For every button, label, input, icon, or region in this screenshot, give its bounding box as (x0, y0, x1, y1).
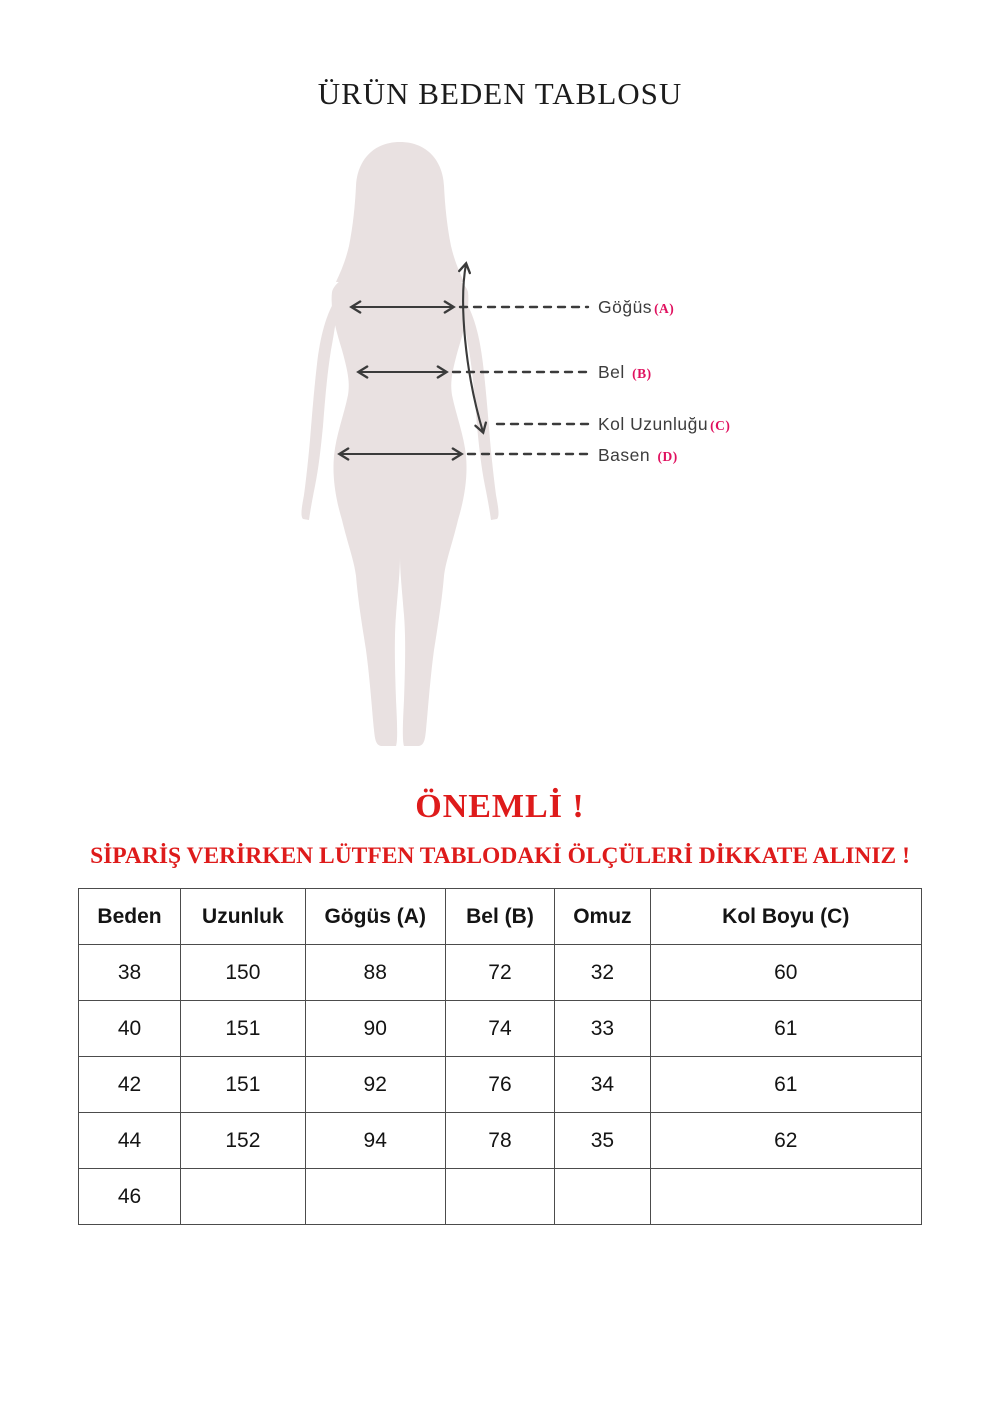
table-cell: 61 (650, 1057, 921, 1113)
table-row (79, 945, 922, 1001)
table-cell (555, 1169, 650, 1225)
torso-legs-silhouette (332, 240, 469, 746)
table-cell: 35 (555, 1113, 650, 1169)
measurement-label-arm-length (598, 413, 730, 437)
table-cell: 151 (181, 1001, 306, 1057)
table-cell: 150 (181, 945, 306, 1001)
table-cell: 38 (79, 945, 181, 1001)
table-cell: 33 (555, 1001, 650, 1057)
table-cell: 61 (650, 1001, 921, 1057)
table-row (79, 1057, 922, 1113)
table-cell: 44 (79, 1113, 181, 1169)
table-cell: 76 (445, 1057, 555, 1113)
table-cell: 46 (79, 1169, 181, 1225)
table-cell: 32 (555, 945, 650, 1001)
table-cell: 92 (305, 1057, 445, 1113)
header-cell-gogus: Gögüs (A) (305, 889, 445, 945)
table-cell: 60 (650, 945, 921, 1001)
table-cell: 151 (181, 1057, 306, 1113)
label-letter: (A) (654, 301, 675, 316)
left-arm-silhouette (301, 296, 340, 520)
table-cell: 90 (305, 1001, 445, 1057)
label-letter: (D) (657, 449, 678, 464)
table-cell (305, 1169, 445, 1225)
table-cell: 78 (445, 1113, 555, 1169)
measurement-label-hip (598, 444, 678, 468)
header-cell-uzunluk: Uzunluk (181, 889, 306, 945)
table-cell: 34 (555, 1057, 650, 1113)
table-cell: 74 (445, 1001, 555, 1057)
label-text: Kol Uzunluğu (598, 414, 709, 434)
table-cell (445, 1169, 555, 1225)
label-text: Bel (598, 362, 625, 382)
measurement-label-chest (598, 296, 674, 320)
table-cell (181, 1169, 306, 1225)
size-table (78, 888, 922, 1225)
label-letter: (C) (710, 418, 731, 433)
label-text: Göğüs (598, 297, 653, 317)
table-cell: 40 (79, 1001, 181, 1057)
label-letter: (B) (632, 366, 652, 381)
table-cell: 72 (445, 945, 555, 1001)
header-cell-kol-boyu: Kol Boyu (C) (650, 889, 921, 945)
table-cell: 42 (79, 1057, 181, 1113)
header-cell-omuz: Omuz (555, 889, 650, 945)
table-cell: 94 (305, 1113, 445, 1169)
table-row (79, 1001, 922, 1057)
label-text: Basen (598, 445, 651, 465)
table-header-row (79, 889, 922, 945)
table-row (79, 1169, 922, 1225)
table-cell: 88 (305, 945, 445, 1001)
header-cell-bel: Bel (B) (445, 889, 555, 945)
table-cell: 152 (181, 1113, 306, 1169)
right-arm-silhouette (460, 296, 499, 520)
table-cell (650, 1169, 921, 1225)
header-cell-beden: Beden (79, 889, 181, 945)
table-cell: 62 (650, 1113, 921, 1169)
warning-text: SİPARİŞ VERİRKEN LÜTFEN TABLODAKİ ÖLÇÜLERİ DİKKATE ALINIZ ! (90, 843, 910, 869)
important-heading: ÖNEMLİ ! (415, 788, 585, 825)
page-title: ÜRÜN BEDEN TABLOSU (317, 76, 683, 111)
table-row (79, 1113, 922, 1169)
female-silhouette (301, 142, 498, 746)
measurement-label-waist (598, 361, 652, 385)
